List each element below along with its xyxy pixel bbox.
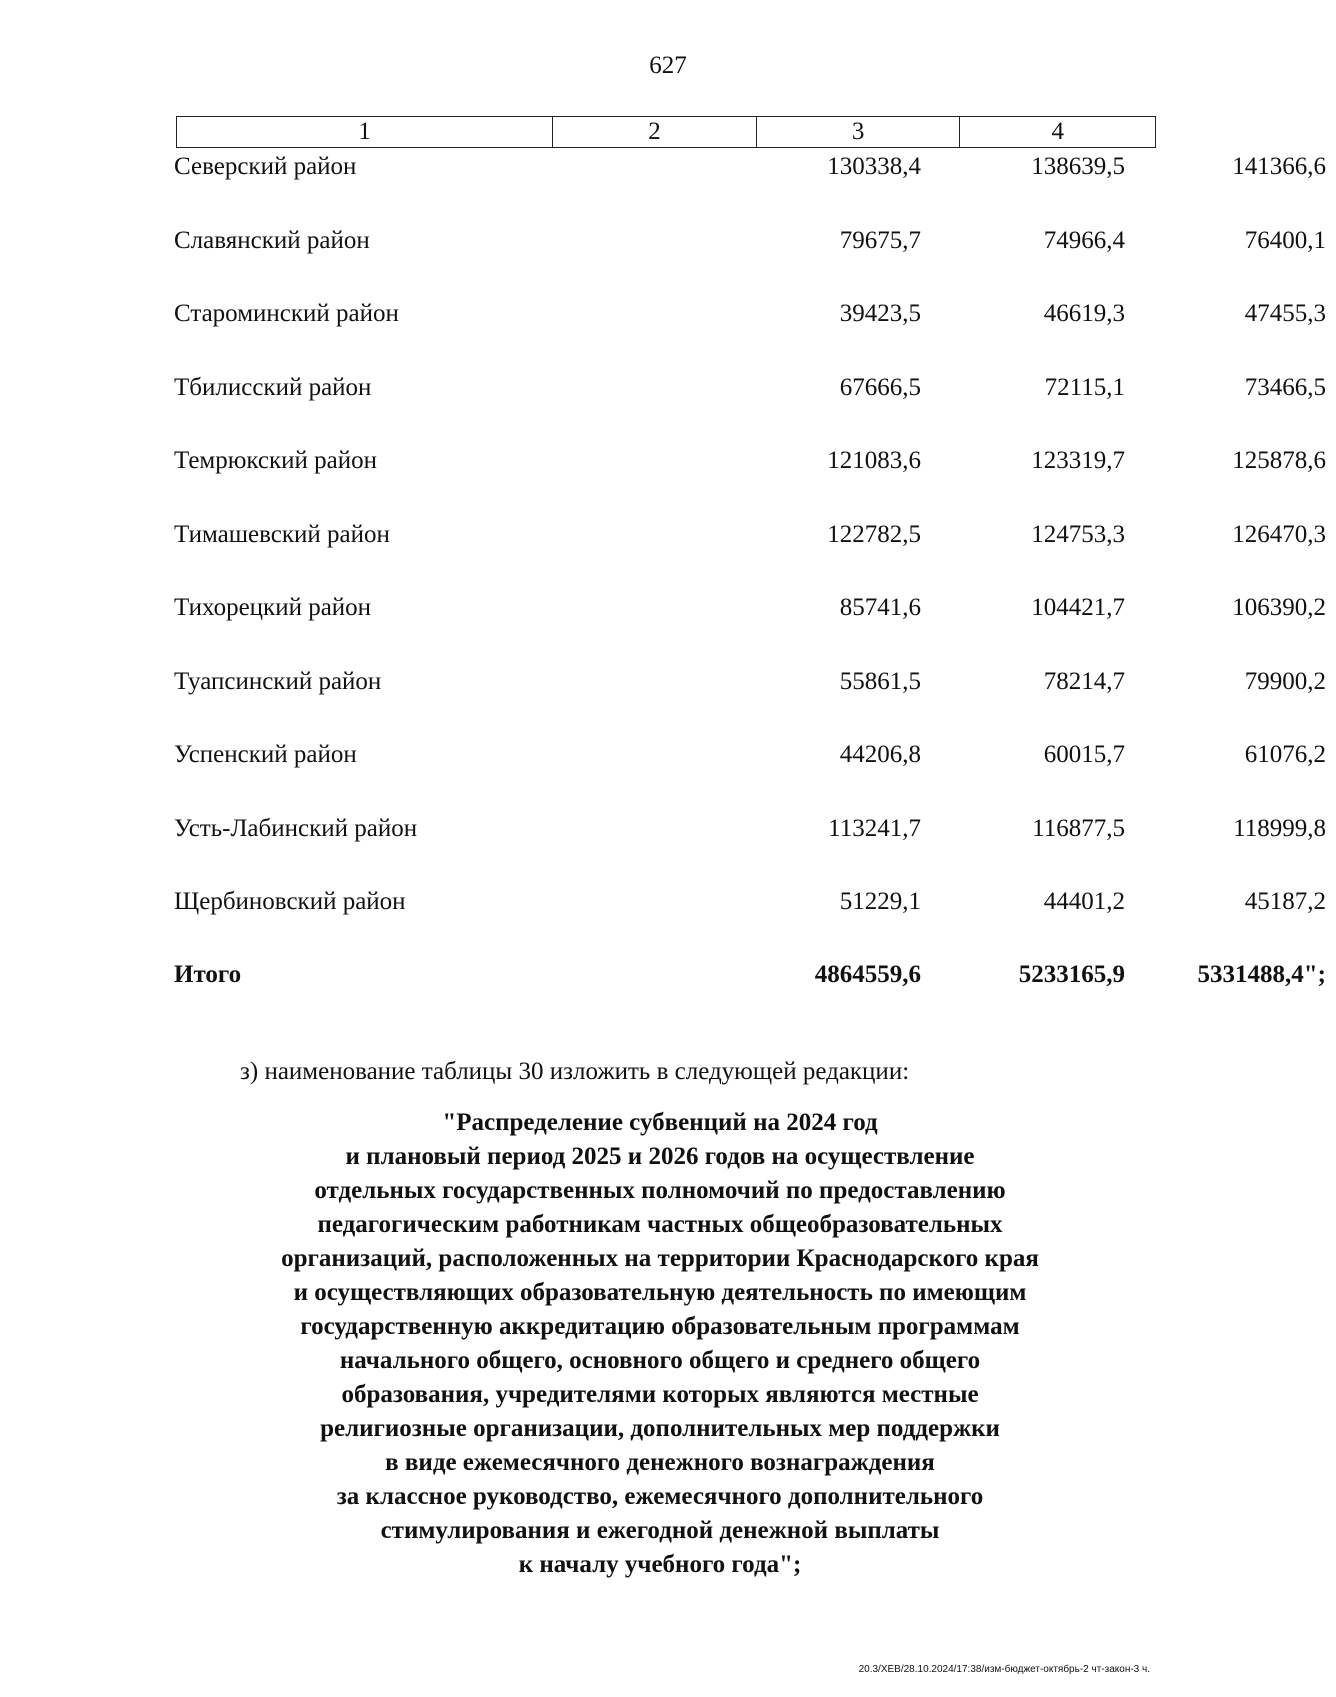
value-2025: 60015,7: [1043, 741, 1125, 768]
table-row: [172, 521, 1326, 561]
district-name: Тихорецкий район: [174, 594, 372, 621]
title-line: образования, учредителями которых являются местные: [341, 1381, 979, 1408]
total-2026: 5331488,4";: [1197, 961, 1326, 988]
value-2026: 73466,5: [1244, 374, 1326, 401]
page-number: 627: [649, 52, 687, 79]
title-line: начального общего, основного общего и среднего общего: [339, 1347, 981, 1374]
title-line: отдельных государственных полномочий по предоставлению: [314, 1177, 1006, 1204]
district-name: Славянский район: [174, 227, 370, 254]
title-line: к началу учебного года";: [518, 1551, 802, 1578]
value-2024: 113241,7: [828, 815, 921, 842]
table-row: [172, 888, 1326, 928]
district-name: Темрюкский район: [174, 447, 378, 474]
value-2026: 106390,2: [1232, 594, 1326, 621]
total-2024: 4864559,6: [814, 961, 921, 988]
column-header-3: 3: [757, 117, 961, 147]
value-2026: 76400,1: [1244, 227, 1326, 254]
district-name: Тимашевский район: [174, 521, 390, 548]
total-row: [172, 961, 1326, 1001]
value-2024: 79675,7: [839, 227, 921, 254]
column-header-4: 4: [1051, 118, 1064, 145]
value-2026: 141366,6: [1232, 153, 1326, 180]
district-name: Щербиновский район: [174, 888, 406, 915]
title-line: "Распределение субвенций на 2024 год: [442, 1109, 878, 1136]
value-2025: 72115,1: [1044, 374, 1125, 401]
value-2026: 61076,2: [1244, 741, 1326, 768]
value-2025: 104421,7: [1031, 594, 1125, 621]
value-2024: 121083,6: [827, 447, 921, 474]
value-2024: 130338,4: [827, 153, 921, 180]
document-code-footer: 20.3/ХЕВ/28.10.2024/17:38/изм-бюджет-октябрь-2 чт-закон-3 ч.: [858, 1664, 1150, 1675]
title-line: государственную аккредитацию образовательным программам: [300, 1313, 1020, 1340]
district-name: Тбилисский район: [174, 374, 372, 401]
column-header-2: 2: [553, 117, 757, 147]
value-2024: 44206,8: [839, 741, 921, 768]
value-2025: 116877,5: [1032, 815, 1125, 842]
title-line: и плановый период 2025 и 2026 годов на осуществление: [345, 1143, 975, 1170]
value-2026: 125878,6: [1232, 447, 1326, 474]
value-2024: 55861,5: [839, 668, 921, 695]
title-line: педагогическим работникам частных общеобразовательных: [317, 1211, 1003, 1238]
district-name: Туапсинский район: [174, 668, 382, 695]
district-name: Северский район: [174, 153, 357, 180]
table-row: [172, 668, 1326, 708]
title-line: стимулирования и ежегодной денежной выплаты: [380, 1517, 940, 1544]
value-2025: 74966,4: [1043, 227, 1125, 254]
table-row: [172, 741, 1326, 781]
value-2025: 78214,7: [1043, 668, 1125, 695]
value-2026: 118999,8: [1233, 815, 1326, 842]
column-header-1: 1: [177, 117, 553, 147]
value-2026: 45187,2: [1244, 888, 1326, 915]
table-row: [172, 447, 1326, 487]
amendment-instruction: з) наименование таблицы 30 изложить в следующей редакции:: [240, 1058, 910, 1085]
value-2024: 122782,5: [827, 521, 921, 548]
value-2026: 126470,3: [1232, 521, 1326, 548]
value-2026: 47455,3: [1244, 300, 1326, 327]
value-2025: 44401,2: [1043, 888, 1125, 915]
total-label: Итого: [174, 961, 242, 988]
title-line: религиозные организации, дополнительных мер поддержки: [320, 1415, 1000, 1442]
value-2024: 51229,1: [839, 888, 921, 915]
value-2025: 124753,3: [1031, 521, 1125, 548]
district-name: Староминский район: [174, 300, 399, 327]
value-2026: 79900,2: [1244, 668, 1326, 695]
title-line: в виде ежемесячного денежного вознаграждения: [385, 1449, 935, 1476]
value-2025: 138639,5: [1031, 153, 1125, 180]
table-row: [172, 227, 1326, 267]
table-title: [160, 1106, 1160, 1582]
title-line: и осуществляющих образовательную деятельность по имеющим: [293, 1279, 1027, 1306]
district-name: Усть-Лабинский район: [174, 815, 418, 842]
value-2024: 85741,6: [839, 594, 921, 621]
table-row: [172, 594, 1326, 634]
table-row: [172, 815, 1326, 855]
table-row: [172, 300, 1326, 340]
district-name: Успенский район: [174, 741, 357, 768]
value-2024: 67666,5: [839, 374, 921, 401]
table-column-header: [176, 116, 1156, 148]
title-line: за классное руководство, ежемесячного дополнительного: [336, 1483, 984, 1510]
value-2025: 46619,3: [1043, 300, 1125, 327]
table-row: [172, 153, 1326, 193]
total-2025: 5233165,9: [1018, 961, 1125, 988]
title-line: организаций, расположенных на территории Краснодарского края: [281, 1245, 1039, 1272]
value-2024: 39423,5: [839, 300, 921, 327]
table-row: [172, 374, 1326, 414]
value-2025: 123319,7: [1031, 447, 1125, 474]
